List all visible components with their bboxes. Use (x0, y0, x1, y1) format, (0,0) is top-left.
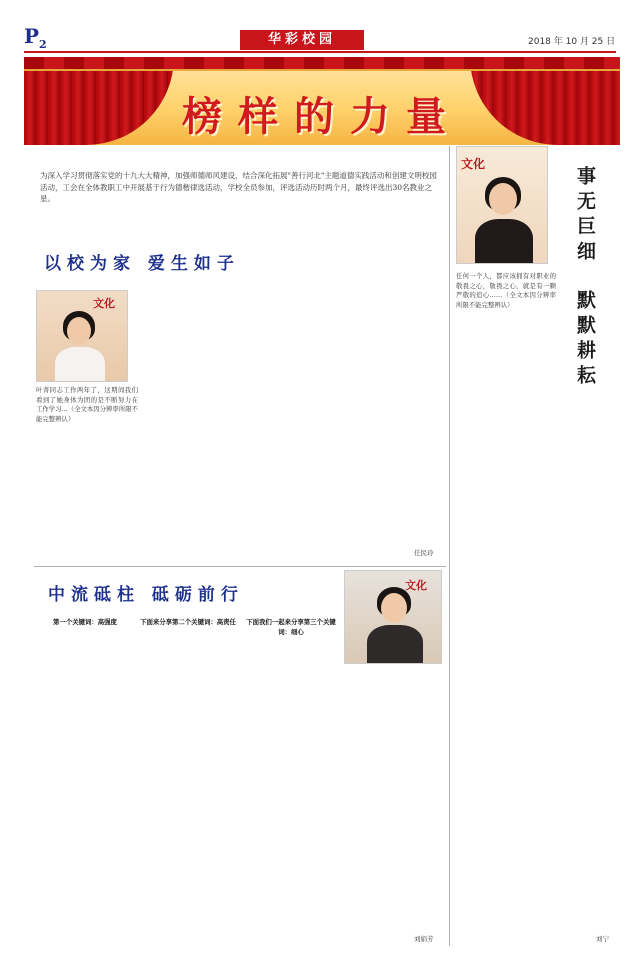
banner-title: 榜样的力量 (182, 93, 462, 140)
vertical-headline-1: 事无巨细 (574, 166, 596, 266)
article-1-col-1: 叶菁同志工作两年了，这期间我们看到了她身体为团的是不断努力在工作学习...（全文本因分辨率所限不能完整辨认） (36, 386, 138, 423)
page-number: $P_2$ (24, 24, 47, 51)
article-2-col-2 (138, 616, 238, 936)
section-title: 华彩校园 (240, 30, 364, 50)
masthead-rule (24, 51, 616, 53)
headline-1: 以校为家 爱生如子 (44, 254, 240, 274)
portrait-photo-1 (36, 290, 128, 382)
masthead (0, 0, 640, 51)
article-1-col-3 (240, 286, 342, 544)
article-1-author: 任民玲 (414, 549, 434, 557)
subhead-3: 下面我们一起来分享第三个关键词：细心 (246, 618, 336, 636)
article-2-author: 刘娟芳 (414, 935, 434, 943)
subhead-2: 下面来分享第二个关键词：高责任 (140, 618, 236, 626)
article-3-col-1: 任何一个人，都应该拥有对职业的敬畏之心，敬畏之心，就是有一颗严敬的追心……（全文本因分辨率所限不能完整辨认） (456, 272, 556, 309)
divider-1 (34, 566, 446, 567)
curtain-valance (24, 57, 620, 71)
photo-sign-2: 文化 (405, 579, 427, 592)
article-3-col-2 (456, 446, 616, 926)
article-3-author: 刘宁 (596, 935, 609, 943)
headline-2: 中流砥柱 砥砺前行 (48, 585, 244, 605)
column-divider (449, 146, 450, 946)
banner (24, 57, 620, 145)
article-1-col-4 (344, 170, 442, 552)
publication-date: 2018 年 10 月 25 日 (528, 37, 616, 47)
portrait-photo-3 (456, 146, 548, 264)
article-2-col-3 (240, 616, 342, 936)
vertical-headline-2: 默默耕耘 (574, 290, 596, 390)
portrait-photo-2 (344, 570, 442, 664)
article-2-col-1 (36, 616, 134, 936)
photo-sign-1: 文化 (93, 297, 115, 310)
subhead-1: 第一个关键词：高强度 (53, 618, 117, 626)
intro-text: 为深入学习贯彻落实党的十九大大精神，加强师德师风建设，结合深化拓展"善行河北"主题道德实践活动和创建文明校园活动，工会在全体教职工中开展基于行为德楷律选活动，学校全员参加，评选活动历时两个月，最终评选出30名教业之星。 (40, 171, 437, 203)
article-1-col-2 (140, 286, 238, 544)
article-2-col-4 (344, 670, 442, 932)
photo-sign-3: 文化 (461, 157, 486, 171)
